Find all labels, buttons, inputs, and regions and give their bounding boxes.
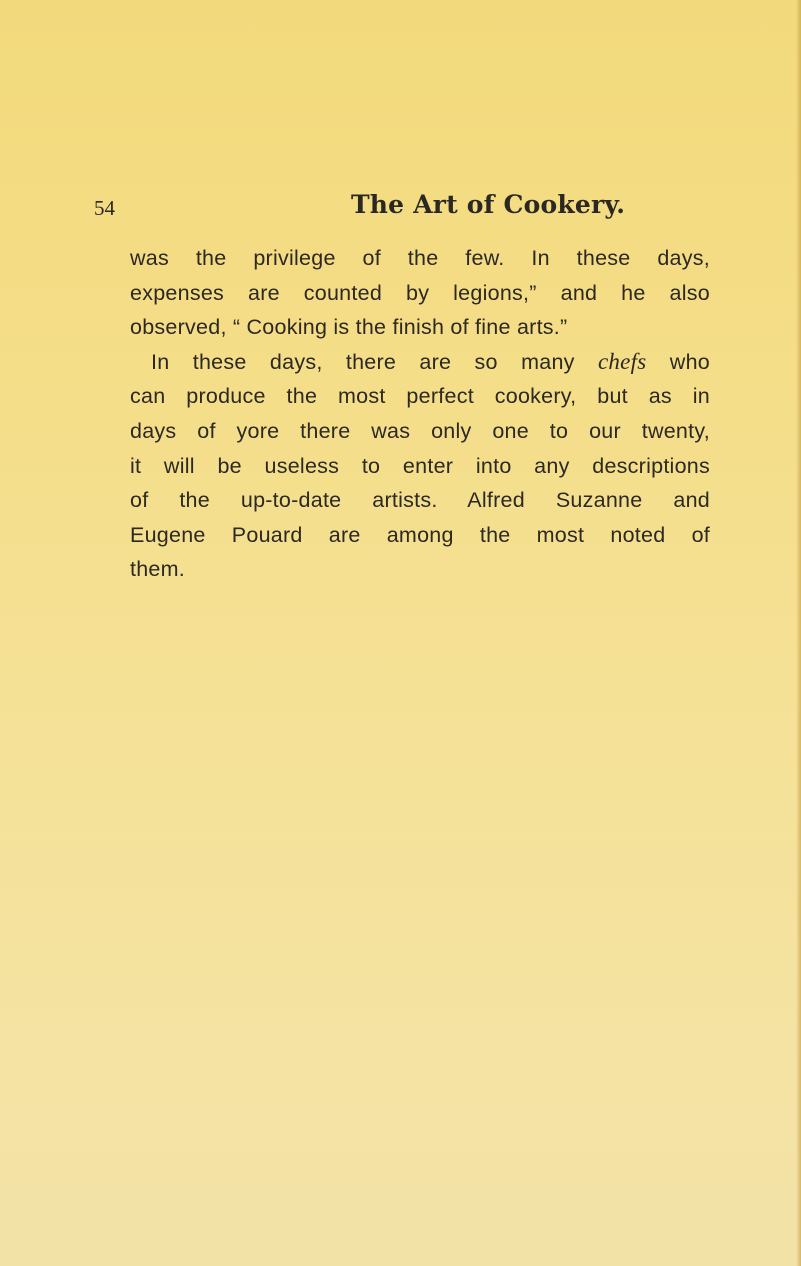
italic-word: chefs bbox=[597, 348, 647, 374]
page-header bbox=[0, 190, 801, 222]
running-title: The Art of Cookery. bbox=[351, 190, 626, 219]
text-line: can produce the most perfect cookery, but as in bbox=[130, 384, 710, 409]
text-line: expenses are counted by legions,” and he also bbox=[130, 280, 710, 305]
text-line: Eugene Pouard are among the most noted of bbox=[130, 522, 710, 547]
text-line: it will be useless to enter into any descriptions bbox=[130, 453, 710, 478]
text-run: In these days, there are so many bbox=[151, 349, 598, 374]
text-line: them. bbox=[130, 557, 186, 582]
text-line: days of yore there was only one to our twenty, bbox=[130, 418, 710, 443]
text-line bbox=[130, 345, 710, 380]
page-number: 54 bbox=[94, 196, 115, 220]
text-run: who bbox=[646, 349, 710, 374]
text-line: was the privilege of the few. In these days, bbox=[130, 246, 710, 270]
text-line: of the up-to-date artists. Alfred Suzanne and bbox=[130, 488, 710, 513]
body-text bbox=[130, 241, 710, 587]
text-line: observed, “ Cooking is the finish of fine arts.” bbox=[130, 315, 568, 340]
